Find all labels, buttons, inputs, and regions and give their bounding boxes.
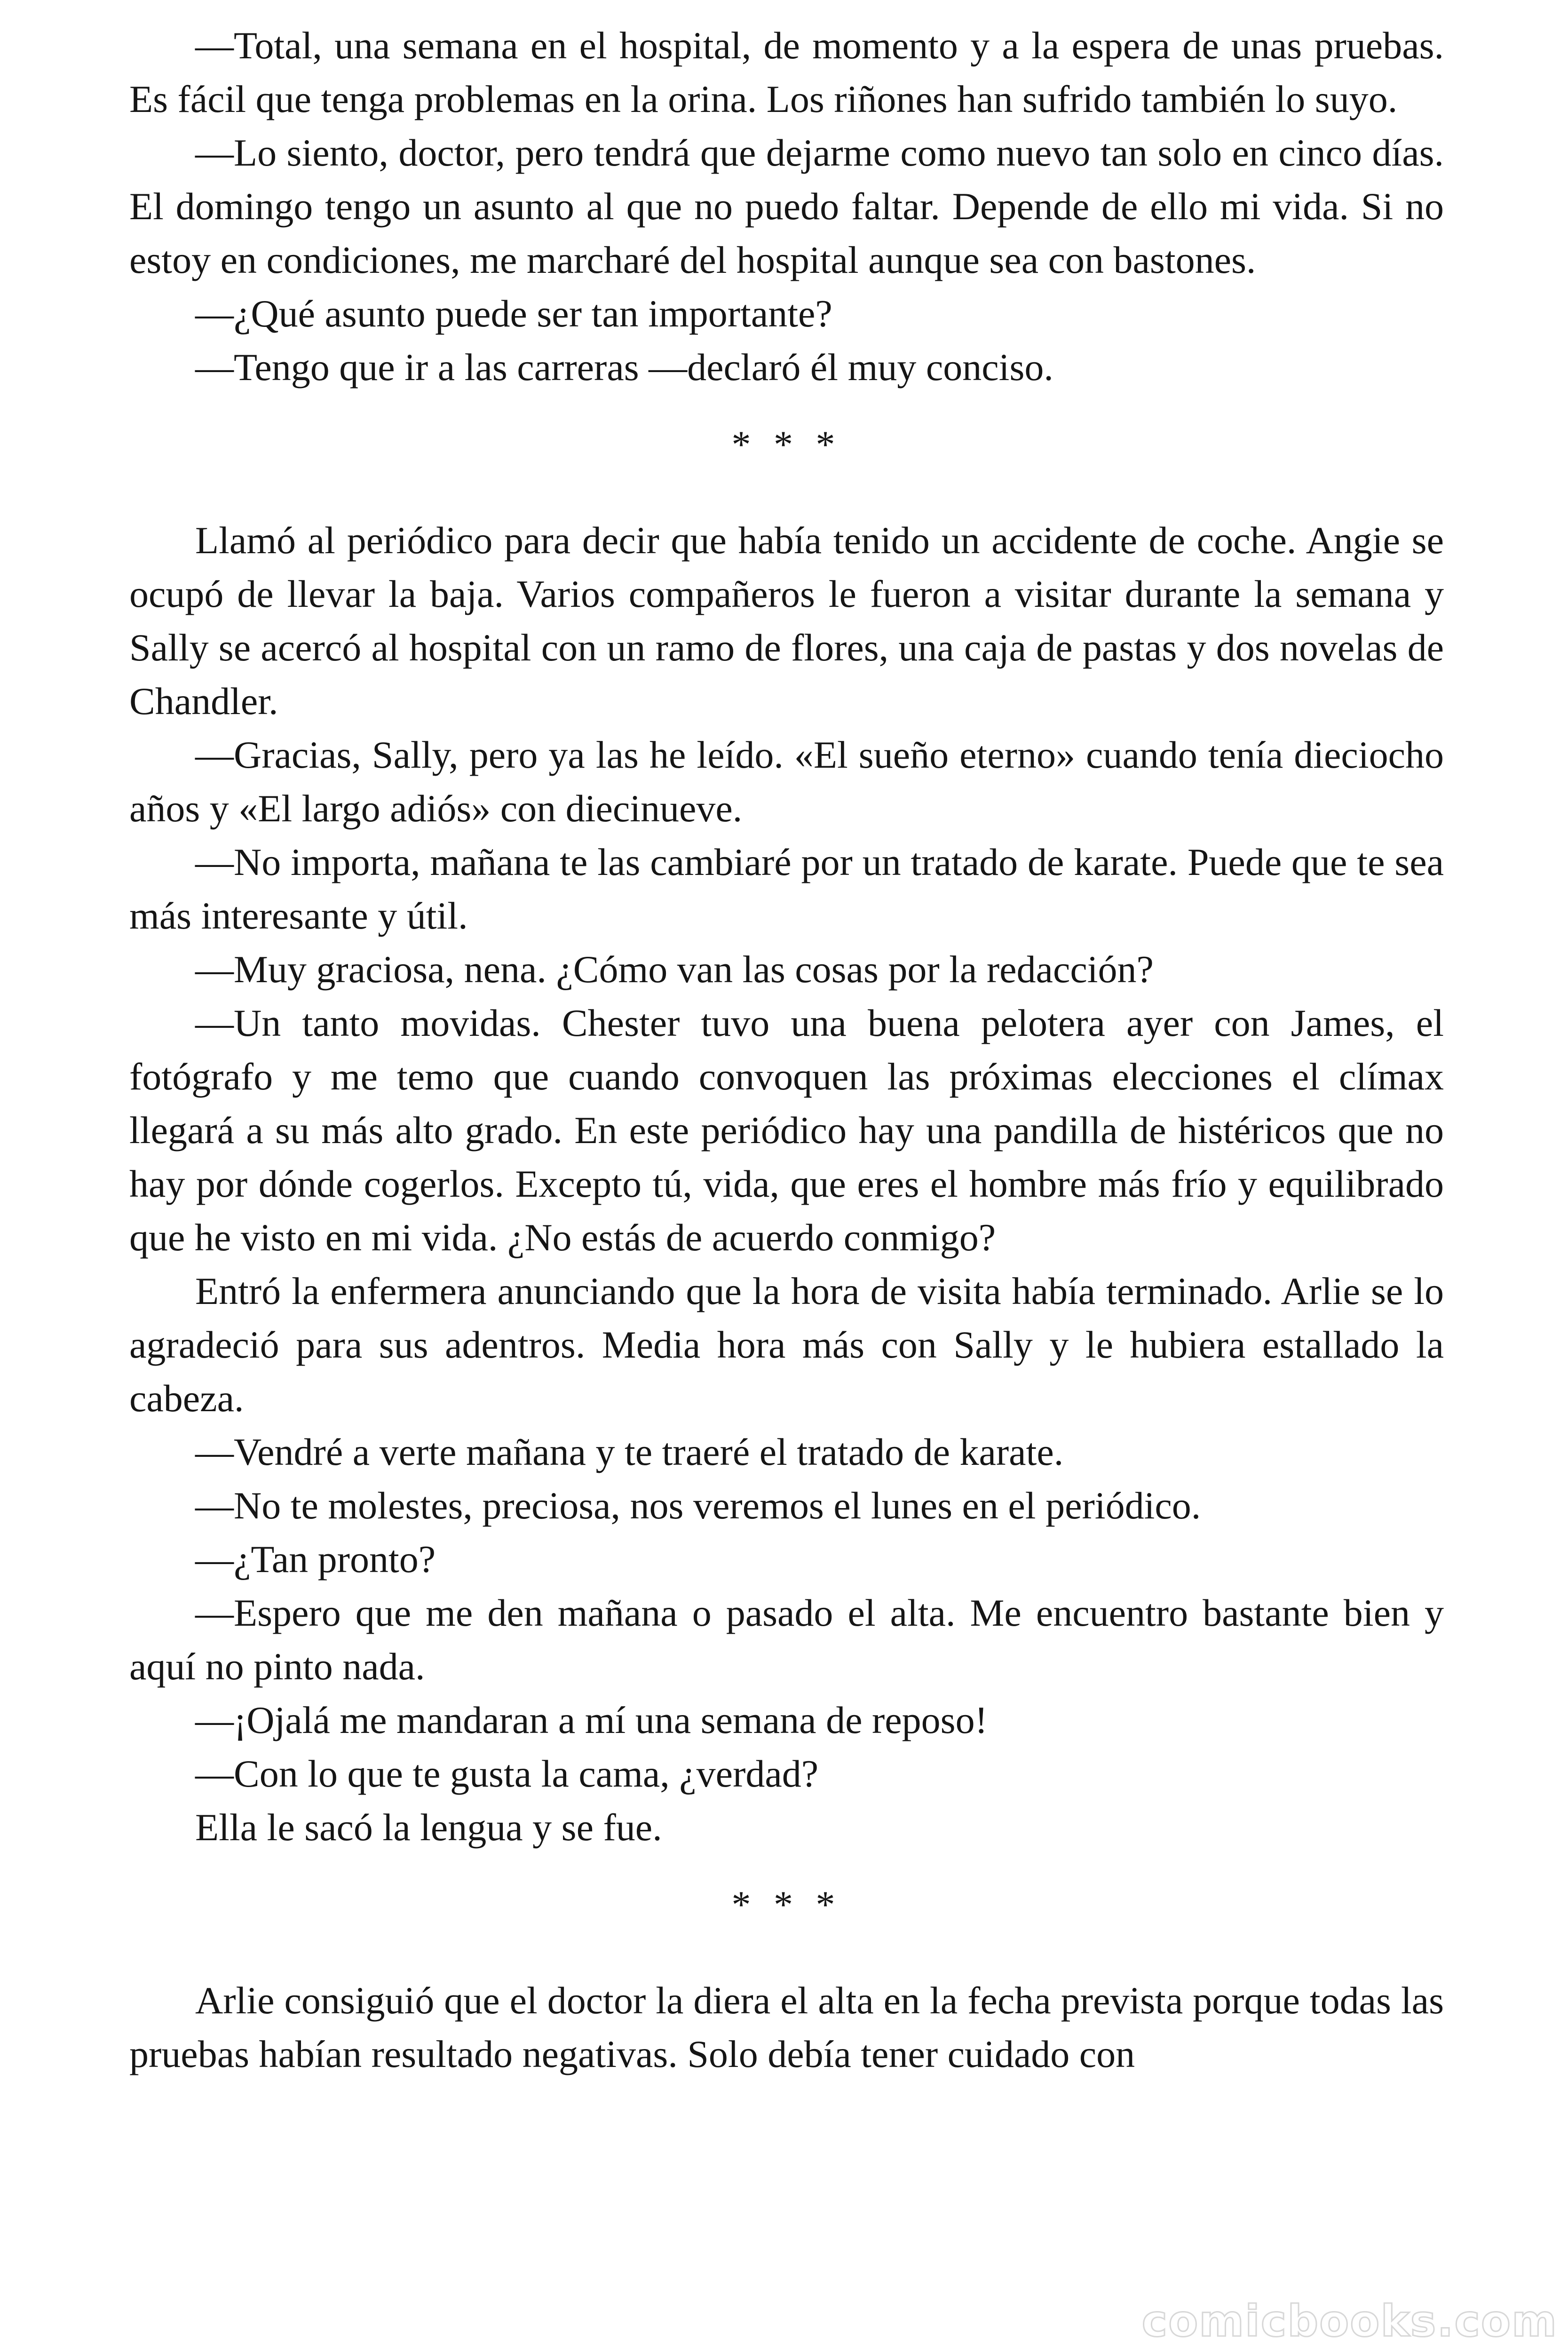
paragraph: Llamó al periódico para decir que había tenido un accidente de coche. Angie se ocupó de llevar la baja. Varios compañeros le fueron a visitar durante la semana y Sally se acercó al hospital con un ramo de flores, una caja de pastas y dos novelas de Chandler. (129, 519, 1444, 723)
paragraph: —No te molestes, preciosa, nos veremos el lunes en el periódico. (195, 1484, 1201, 1527)
paragraph: —¿Qué asunto puede ser tan importante? (195, 292, 832, 335)
paragraph: —Total, una semana en el hospital, de momento y a la espera de unas pruebas. Es fácil que tenga problemas en la orina. Los riñones han sufrido también lo suyo. (129, 24, 1444, 120)
paragraph: —No importa, mañana te las cambiaré por un tratado de karate. Puede que te sea más interesante y útil. (129, 841, 1444, 937)
paragraph: —Con lo que te gusta la cama, ¿verdad? (195, 1752, 819, 1795)
paragraph: —Muy graciosa, nena. ¿Cómo van las cosas por la redacción? (195, 948, 1154, 991)
paragraph: —Vendré a verte mañana y te traeré el tratado de karate. (195, 1430, 1064, 1473)
paragraph: Arlie consiguió que el doctor la diera el alta en la fecha prevista porque todas las pruebas habían resultado negativas. Solo debía tener cuidado con (129, 1979, 1444, 2075)
paragraph: —Un tanto movidas. Chester tuvo una buena pelotera ayer con James, el fotógrafo y me temo que cuando convoquen las próximas elecciones el clímax llegará a su más alto grado. En este periódico hay una pandilla de histéricos que no hay por dónde cogerlos. Excepto tú, vida, que eres el hombre más frío y equilibrado que he visto en mi vida. ¿No estás de acuerdo conmigo? (129, 1001, 1444, 1259)
paragraph: —Lo siento, doctor, pero tendrá que dejarme como nuevo tan solo en cinco días. El domingo tengo un asunto al que no puedo faltar. Depende de ello mi vida. Si no estoy en condiciones, me marcharé del hospital aunque sea con bastones. (129, 131, 1444, 281)
watermark-logo: comicbooks.com (1141, 2296, 1558, 2346)
paragraph: —¡Ojalá me mandaran a mí una semana de reposo! (195, 1699, 988, 1741)
book-page (129, 19, 1444, 2081)
paragraph: —Tengo que ir a las carreras —declaró él muy conciso. (195, 346, 1053, 389)
section-separator: * * * (731, 1883, 842, 1926)
paragraph: —Espero que me den mañana o pasado el alta. Me encuentro bastante bien y aquí no pinto nada. (129, 1591, 1444, 1688)
paragraph: Entró la enfermera anunciando que la hora de visita había terminado. Arlie se lo agradeció para sus adentros. Media hora más con Sally y le hubiera estallado la cabeza. (129, 1270, 1444, 1420)
section-separator: * * * (731, 423, 842, 466)
paragraph: Ella le sacó la lengua y se fue. (195, 1806, 662, 1849)
paragraph: —¿Tan pronto? (195, 1538, 436, 1581)
paragraph: —Gracias, Sally, pero ya las he leído. «El sueño eterno» cuando tenía dieciocho años y «El largo adiós» con diecinueve. (129, 733, 1444, 830)
